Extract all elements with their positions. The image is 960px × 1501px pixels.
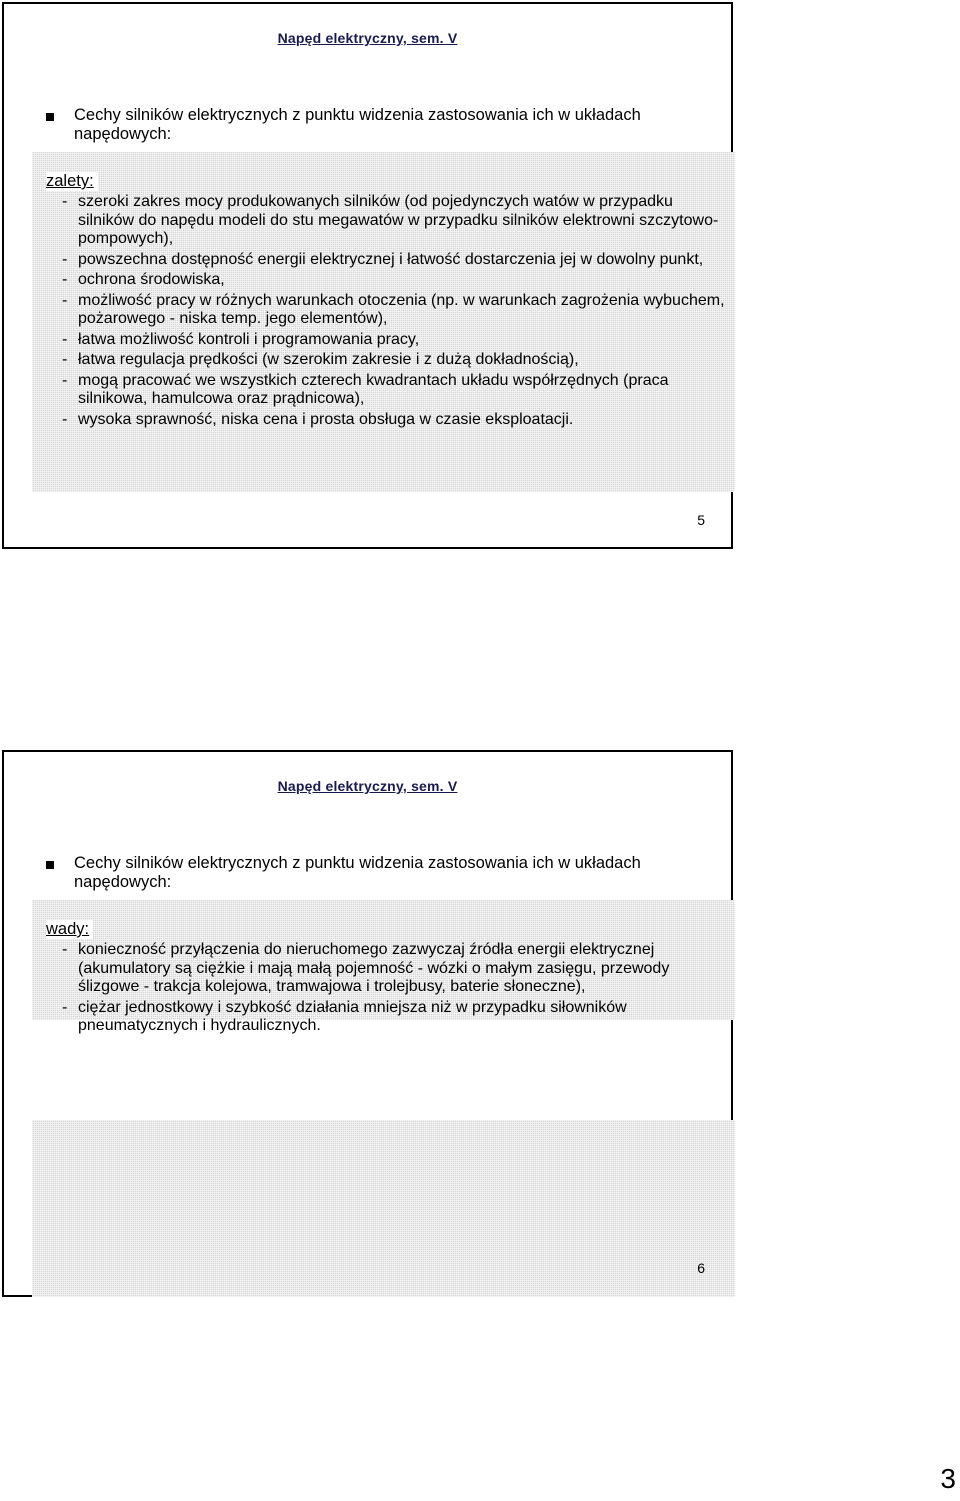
square-bullet-icon [46, 861, 54, 869]
page-number: 6 [697, 1260, 705, 1276]
slide-6 [2, 750, 733, 1297]
square-bullet-icon [46, 113, 54, 121]
list-item: - łatwa możliwość kontroli i programowania pracy, [62, 330, 420, 348]
section-label: zalety: [46, 172, 98, 191]
list-item: - powszechna dostępność energii elektrycznej i łatwość dostarczenia jej w dowolny punkt, [62, 250, 704, 268]
list-item: - mogą pracować we wszystkich czterech kwadrantach układu współrzędnych (praca silnikowa, hamulcowa oraz prądnicowa), [62, 371, 669, 407]
slide-5 [2, 2, 733, 549]
sheet-number: 3 [940, 1463, 956, 1494]
list-item: - ciężar jednostkowy i szybkość działania mniejsza niż w przypadku siłowników pneumatycznych i hydraulicznych. [62, 998, 627, 1034]
page-number: 5 [697, 512, 705, 528]
list-item: - możliwość pracy w różnych warunkach otoczenia (np. w warunkach zagrożenia wybuchem, pożarowego - niska temp. jego elementów), [62, 291, 725, 327]
list-item: - ochrona środowiska, [62, 271, 225, 288]
bullet-heading [46, 106, 706, 144]
disadvantages-list [46, 941, 726, 1036]
advantages-section [46, 172, 726, 429]
section-label: wady: [46, 920, 93, 939]
list-item: - łatwa regulacja prędkości (w szerokim zakresie i z dużą dokładnością), [62, 351, 579, 368]
background-texture [32, 1120, 735, 1297]
bullet-heading-text: Cechy silników elektrycznych z punktu widzenia zastosowania ich w układach napędowych: [74, 106, 641, 143]
list-item: - szeroki zakres mocy produkowanych silników (od pojedynczych watów w przypadku silników do napędu modeli do stu megawatów w przypadku silników elektrowni szczytowo-pompowych), [62, 193, 719, 247]
disadvantages-section [46, 920, 726, 1036]
bullet-heading [46, 854, 706, 892]
advantages-list [46, 193, 726, 429]
slide-header: Napęd elektryczny, sem. V [277, 30, 458, 46]
list-item: - konieczność przyłączenia do nieruchomego zazwyczaj źródła energii elektrycznej (akumulatory są ciężkie i mają małą pojemność - wózki o małym zasięgu, przewody ślizgowe - trakcja kolejowa, tramwajowa i trolejbusy, baterie słoneczne), [62, 941, 670, 995]
bullet-heading-text: Cechy silników elektrycznych z punktu widzenia zastosowania ich w układach napędowych: [74, 854, 641, 891]
slide-header: Napęd elektryczny, sem. V [277, 778, 458, 794]
list-item: - wysoka sprawność, niska cena i prosta obsługa w czasie eksploatacji. [62, 410, 574, 428]
